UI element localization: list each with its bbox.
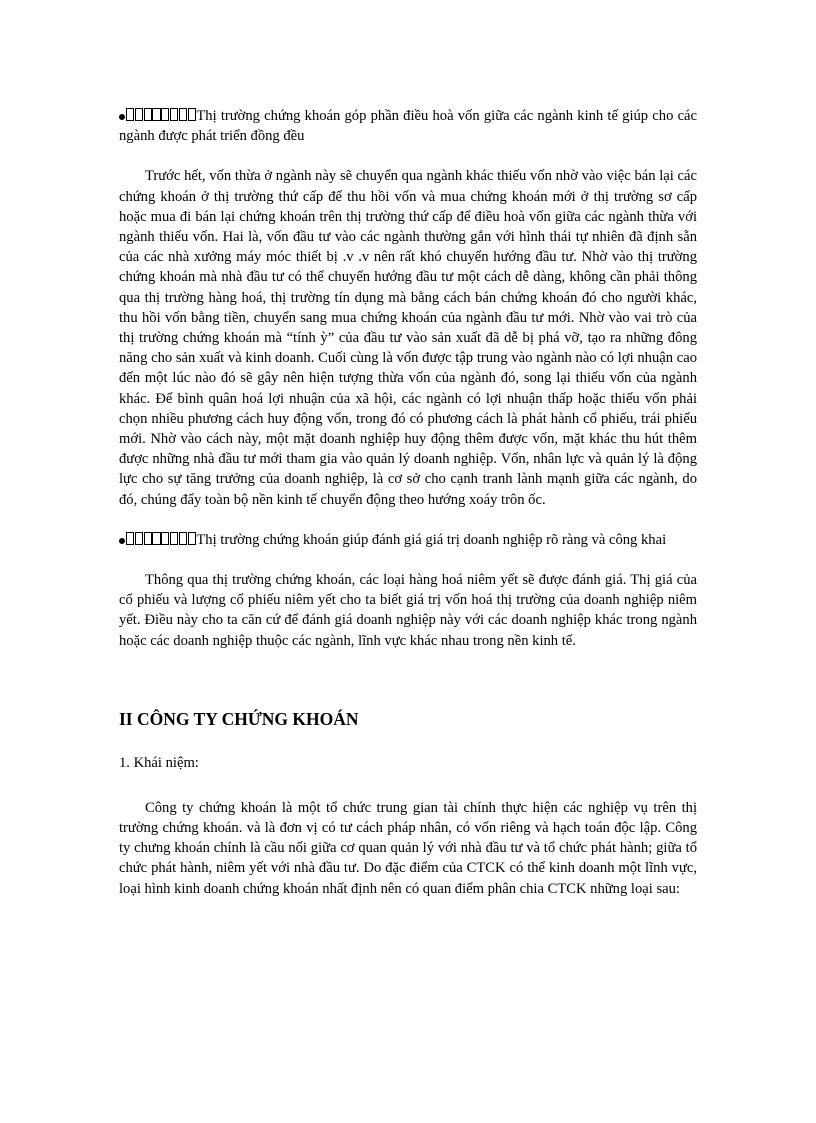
placeholder-glyphs — [126, 108, 196, 124]
paragraph-2: Thông qua thị trường chứng khoán, các loại hàng hoá niêm yết sẽ được đánh giá. Thị giá của cổ phiếu và lượng cổ phiếu niêm yết cho ta biết giá trị vốn hoá thị trường của doanh nghiệp niêm yết. Điều này cho ta căn cứ để đánh giá doanh nghiệp này với các doanh nghiệp khác trong ngành hoặc các doanh nghiệp thuộc các ngành, lĩnh vực khác nhau trong nền kinh tế. — [119, 572, 697, 649]
bullet-dot-icon — [119, 114, 125, 120]
bullet-paragraph-2 — [119, 530, 697, 550]
paragraph-3: Công ty chứng khoán là một tổ chức trung gian tài chính thực hiện các nghiệp vụ trên thị trường chứng khoán. và là đơn vị có tư cách pháp nhân, có vốn riêng và hạch toán độc lập. Công ty chưng khoán chính là cầu nối giữa cơ quan quản lý với nhà đầu tư và tổ chức phát hành; giữa tổ chức phát hành, niêm yết với nhà đầu tư. Do đặc điểm của CTCK có thể kinh doanh một lĩnh vực, loại hình kinh doanh chứng khoán nhất định nên có quan điểm phân chia CTCK những loại sau: — [119, 799, 697, 897]
bullet-text-2: Thị trường chứng khoán giúp đánh giá giá trị doanh nghiệp rõ ràng và công khai — [196, 531, 667, 548]
bullet-paragraph-1 — [119, 106, 697, 146]
paragraph-1: Trước hết, vốn thừa ở ngành này sẽ chuyển qua ngành khác thiếu vốn nhờ vào việc bán lại các chứng khoán ở thị trường thứ cấp để thu hồi vốn và mua chứng khoán mới ở thị trường sơ cấp hoặc mua đi bán lại chứng khoán trên thị trường thứ cấp để điều hoà vốn giữa các ngành thừa với ngành thiếu vốn. Hai là, vốn đầu tư vào các ngành thường gắn với hình thái tự nhiên đã định sẵn của các nhà xưởng máy móc thiết bị .v .v nên rất khó chuyển hướng đầu tư. Nhờ vào thị trường chứng khoán mà nhà đầu tư có thể chuyển hướng đầu tư một cách dễ dàng, không cần phải thông qua thị trường hàng hoá, thị trường tín dụng mà bằng cách bán chứng khoán đó cho người khác, thu hồi vốn bằng tiền, chuyển sang mua chứng khoán của ngành đầu tư mới. Nhờ vào vai trò của thị trường chứng khoán mà “tính ỳ” của đầu tư vào sản xuất đã dễ bị phá vỡ, tạo ra những đông năng cho sản xuất và kinh doanh. Cuối cùng là vốn được tập trung vào ngành nào có lợi nhuận cao đến một lúc nào đó sẽ gây nên hiện tượng thừa vốn của ngành đó, song lại thiếu vốn của ngành khác. Để bình quân hoá lợi nhuận của xã hội, các ngành có lợi nhuận thấp hoặc thiếu vốn phải chọn nhiều phương cách huy động vốn, trong đó có phương cách là phát hành cổ phiếu, trái phiếu mới. Nhờ vào cách này, một mặt doanh nghiệp huy động thêm được vốn, mặt khác thu hút thêm được những nhà đầu tư mới tham gia vào quản lý doanh nghiệp. Vốn, nhân lực và quản lý là động lực cho sự tăng trưởng của doanh nghiệp, là cơ sở cho cạnh tranh lành mạnh giữa các ngành, do đó, chúng đẩy toàn bộ nền kinh tế chuyển động theo hướng xoáy trôn ốc. — [119, 168, 697, 508]
subsection-heading: 1. Khái niệm: — [119, 754, 199, 771]
document-page — [119, 106, 697, 899]
section-heading: II CÔNG TY CHỨNG KHOÁN — [119, 708, 359, 729]
placeholder-glyphs — [126, 532, 196, 548]
bullet-dot-icon — [119, 538, 125, 544]
bullet-text-1: Thị trường chứng khoán góp phần điều hoà vốn giữa các ngành kinh tế giúp cho các ngành được phát triển đồng đều — [119, 108, 697, 145]
